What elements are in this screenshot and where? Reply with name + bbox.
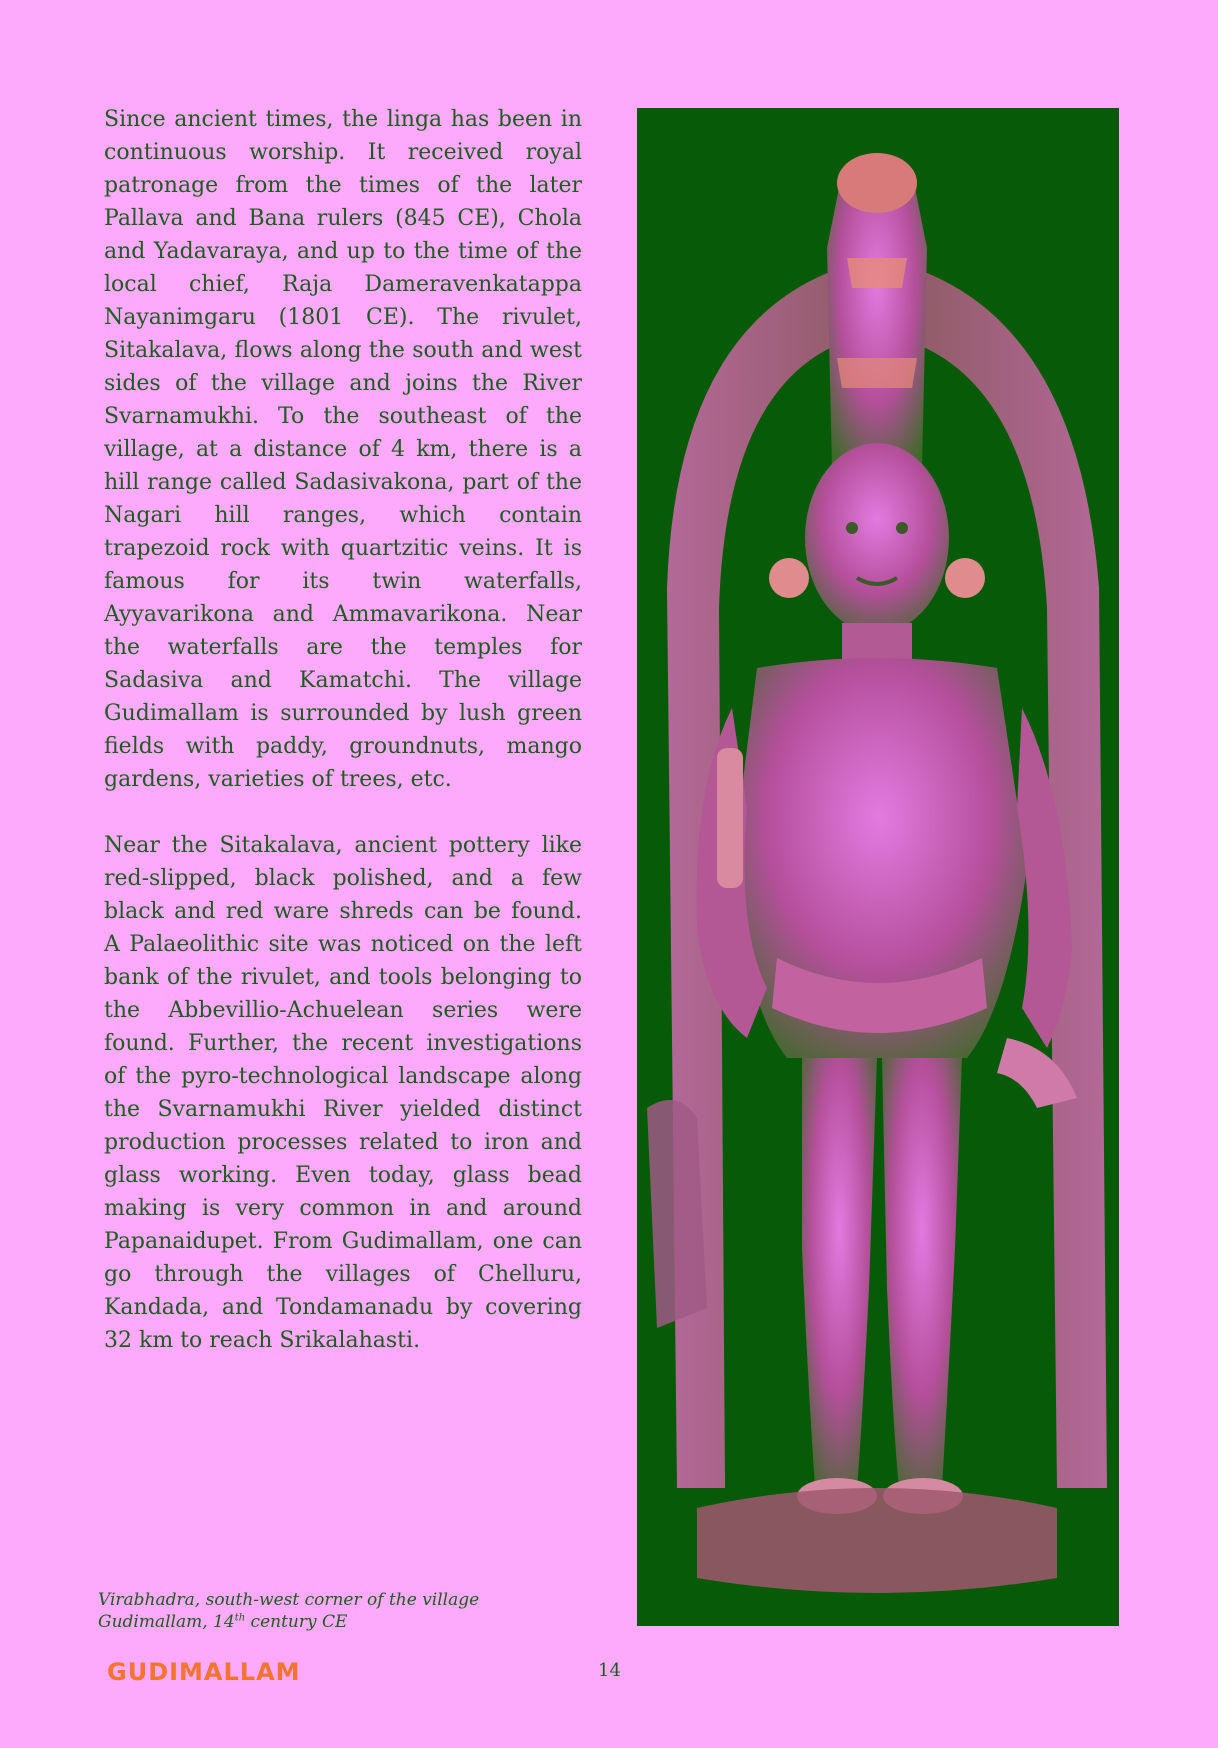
caption-line-1: Virabhadra, south-west corner of the village bbox=[98, 1590, 480, 1610]
caption-line-2 bbox=[98, 1611, 578, 1633]
body-paragraph-2: Near the Sitakalava, ancient pottery like red-slipped, black polished, and a few black and red ware shreds can be found. A Palaeolithic site was noticed on the left bank of the rivulet, and tools belonging to the Abbevillio-Achuelean series were found. Further, the recent investigations of the pyro-technological landscape along the Svarnamukhi River yielded distinct production processes related to iron and glass working. Even today, glass bead making is very common in and around Papanaidupet. From Gudimallam, one can go through the villages of Chelluru, Kandada, and Tondamanadu by covering 32 km to reach Srikalahasti. bbox=[104, 833, 582, 1353]
body-paragraph-1: Since ancient times, the linga has been in continuous worship. It received royal patronage from the times of the later Pallava and Bana rulers (845 CE), Chola and Yadavaraya, and up to the time of the local chief, Raja Dameravenkatappa Nayanimgaru (1801 CE). The rivulet, Sitakalava, flows along the south and west sides of the village and joins the River Svarnamukhi. To the southeast of the village, at a distance of 4 km, there is a hill range called Sadasivakona, part of the Nagari hill ranges, which contain trapezoid rock with quartzitic veins. It is famous for its twin waterfalls, Ayyavarikona and Ammavarikona. Near the waterfalls are the temples for Sadasiva and Kamatchi. The village Gudimallam is surrounded by lush green fields with paddy, groundnuts, mango gardens, varieties of trees, etc. bbox=[104, 107, 582, 792]
sculpture-illustration bbox=[637, 108, 1119, 1626]
page-number: 14 bbox=[598, 1660, 621, 1681]
virabhadra-sculpture-photo bbox=[637, 108, 1119, 1626]
caption-line-2-suffix: century CE bbox=[245, 1612, 348, 1632]
caption-ordinal-suffix: th bbox=[234, 1612, 246, 1624]
caption-line-2-prefix: Gudimallam, 14 bbox=[98, 1612, 235, 1632]
photo-caption bbox=[98, 1589, 578, 1633]
gudimallam-logo: GUDIMALLAM bbox=[107, 1658, 301, 1686]
text-column bbox=[104, 103, 582, 1357]
